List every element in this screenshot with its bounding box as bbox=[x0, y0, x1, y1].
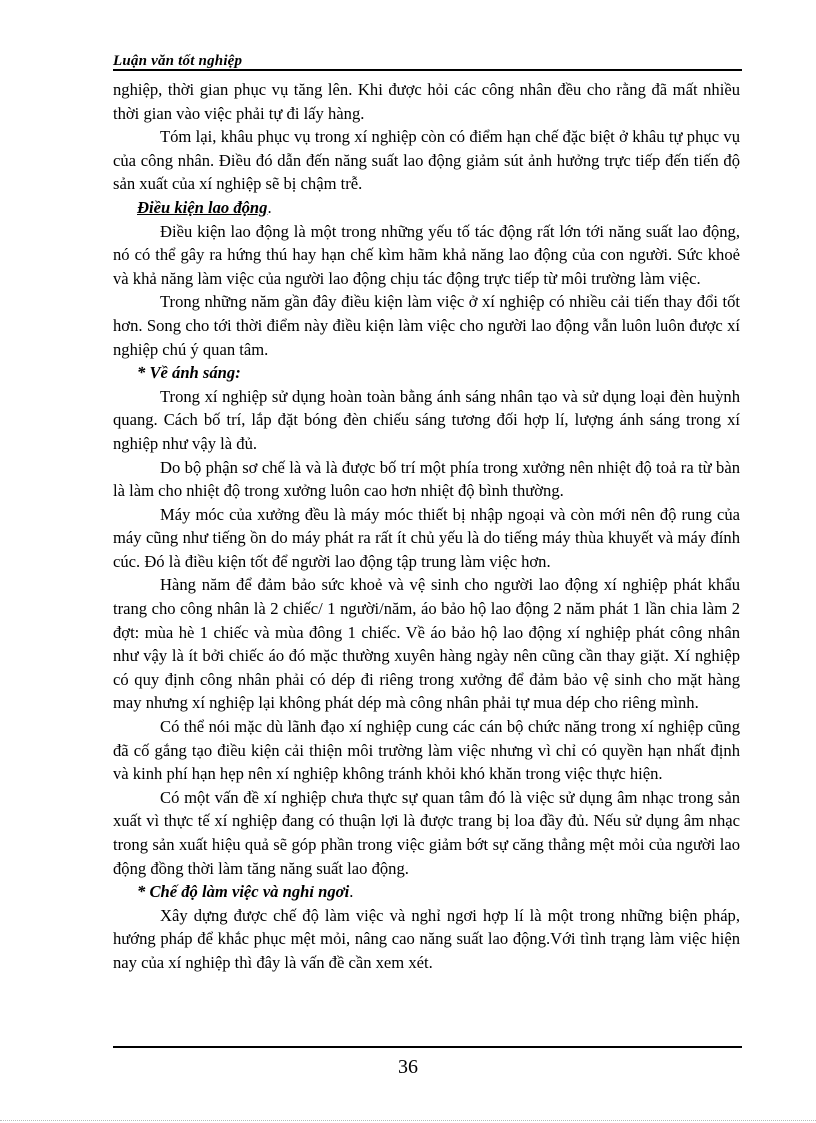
subsection-heading-punct: : bbox=[235, 363, 241, 383]
paragraph: Điều kiện lao động là một trong những yếu tố tác động rất lớn tới năng suất lao động, nó có thể gây ra hứng thú hay hạn chế kìm hãm khả năng lao động của con người. Sức khoẻ và khả năng làm việc của người lao động chịu tác động trực tiếp từ môi trường làm việc. bbox=[113, 221, 740, 288]
subsection-heading bbox=[113, 361, 740, 385]
subsection-heading-punct: . bbox=[349, 882, 354, 902]
footer-rule bbox=[113, 1046, 742, 1048]
paragraph: Hàng năm để đảm bảo sức khoẻ và vệ sinh cho người lao động xí nghiệp phát khẩu trang cho công nhân là 2 chiếc/ 1 người/năm, áo bảo hộ lao động 2 năm phát 1 lần chia làm 2 đợt: mùa hè 1 chiếc và mùa đông 1 chiếc. Về áo bảo hộ lao động xí nghiệp phát công nhân như vậy là ít bởi chiếc áo đó mặc thường xuyên hàng ngày nên cũng cần thay giặt. Xí nghiệp có quy định công nhân phải có dép đi riêng trong xưởng để đảm bảo vệ sinh cho mặt hàng may nhưng xí nghiệp lại không phát dép mà công nhân phải tự mua dép cho riêng mình. bbox=[113, 575, 740, 713]
paragraph: Trong những năm gần đây điều kiện làm việc ở xí nghiệp có nhiều cải tiến thay đổi tốt hơn. Song cho tới thời điểm này điều kiện làm việc cho người lao động vẫn luôn luôn được xí nghiệp chú ý quan tâm. bbox=[113, 292, 740, 359]
paragraph: nghiệp, thời gian phục vụ tăng lên. Khi được hỏi các công nhân đều cho rằng đã mất nhiều thời gian vào việc phải tự đi lấy hàng. bbox=[113, 80, 740, 123]
paragraph: Do bộ phận sơ chế là và là được bố trí một phía trong xưởng nên nhiệt độ toả ra từ bàn là làm cho nhiệt độ trong xưởng luôn cao hơn nhiệt độ bình thường. bbox=[113, 457, 740, 501]
section-heading bbox=[113, 196, 740, 220]
section-heading-text: Điều kiện lao động bbox=[137, 197, 268, 217]
paragraph: Trong xí nghiệp sử dụng hoàn toàn bằng ánh sáng nhân tạo và sử dụng loại đèn huỳnh quang. Cách bố trí, lắp đặt bóng đèn chiếu sáng tương đối hợp lí, lượng ánh sáng trong xí nghiệp như vậy là đủ. bbox=[113, 386, 740, 453]
page-number: 36 bbox=[398, 1056, 418, 1078]
running-header-title: Luận văn tốt nghiệp bbox=[113, 53, 243, 69]
page-body bbox=[113, 78, 740, 975]
subsection-heading-text: * Về ánh sáng bbox=[137, 363, 236, 383]
subsection-heading bbox=[113, 880, 740, 904]
paragraph: Xây dựng được chế độ làm việc và nghỉ ngơi hợp lí là một trong những biện pháp, hướng pháp để khắc phục mệt mỏi, nâng cao năng suất lao động.Với tình trạng làm việc hiện nay của xí nghiệp thì đây là vấn đề cần xem xét. bbox=[113, 905, 740, 972]
page-edge-dotted-line bbox=[0, 1120, 816, 1121]
paragraph: Tóm lại, khâu phục vụ trong xí nghiệp còn có điểm hạn chế đặc biệt ở khâu tự phục vụ của công nhân. Điều đó dẫn đến năng suất lao động giảm sút ảnh hưởng trực tiếp đến tiến độ sản xuất của xí nghiệp sẽ bị chậm trễ. bbox=[113, 127, 740, 194]
paragraph: Có thể nói mặc dù lãnh đạo xí nghiệp cung các cán bộ chức năng trong xí nghiệp cũng đã cố gắng tạo điều kiện cải thiện môi trường làm việc nhưng vì chỉ có quyền hạn nhất định và kinh phí hạn hẹp nên xí nghiệp không tránh khỏi khó khăn trong việc thực hiện. bbox=[113, 717, 740, 784]
subsection-heading-text: * Chế độ làm việc và nghỉ ngơi bbox=[137, 882, 350, 902]
header-rule bbox=[113, 69, 742, 71]
paragraph: Máy móc của xưởng đều là máy móc thiết bị nhập ngoại và còn mới nên độ rung của máy cũng như tiếng ồn do máy phát ra rất ít chủ yếu là do tiếng máy thùa khuyết và máy đính cúc. Đó là điều kiện tốt để người lao động tập trung làm việc hơn. bbox=[113, 504, 740, 571]
section-heading-punct: . bbox=[267, 197, 272, 217]
paragraph: Có một vấn đề xí nghiệp chưa thực sự quan tâm đó là việc sử dụng âm nhạc trong sản xuất vì thực tế xí nghiệp đang có thuận lợi là được trang bị loa đầy đủ. Nếu sử dụng âm nhạc trong sản xuất hiệu quả sẽ góp phần trong việc giảm bớt sự căng thẳng mệt mỏi của người lao động đồng thời làm tăng năng suất lao động. bbox=[113, 787, 740, 878]
